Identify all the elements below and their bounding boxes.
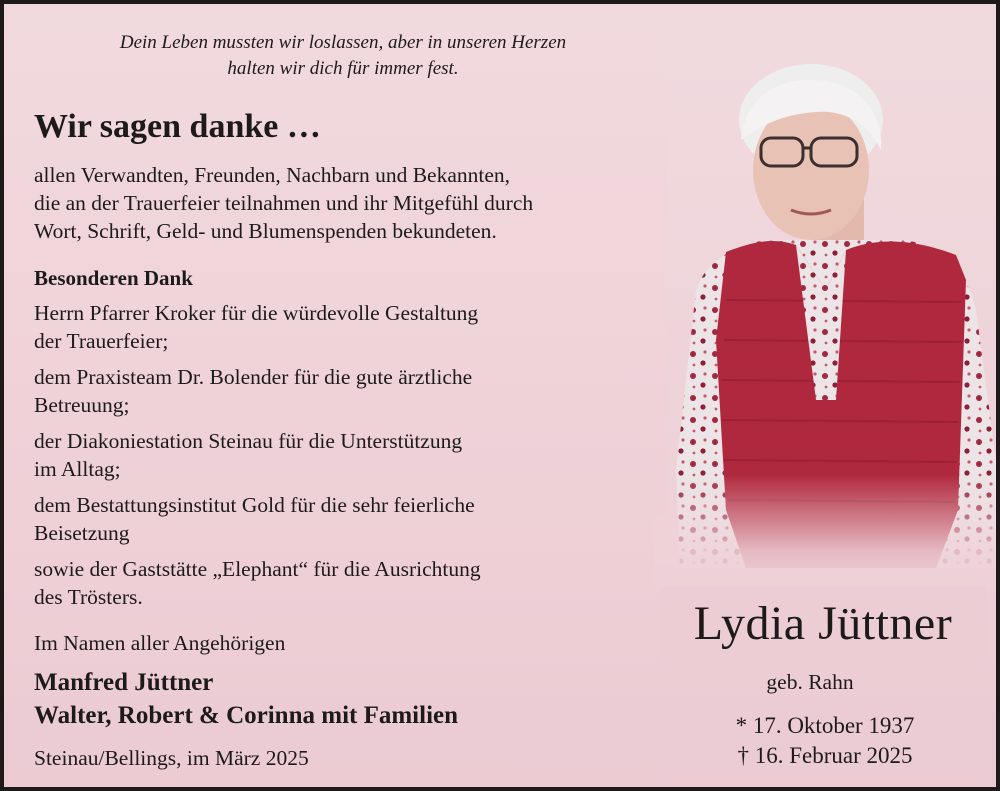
intro-line: Wort, Schrift, Geld- und Blumenspenden bekundeten.: [34, 219, 497, 243]
thanks-item: [34, 363, 634, 419]
thanks-item-line: des Trösters.: [34, 585, 143, 609]
thanks-item-line: Beisetzung: [34, 521, 130, 545]
thanks-item: [34, 299, 634, 355]
motto-line-1: Dein Leben mussten wir loslassen, aber in unseren Herzen: [119, 32, 567, 53]
special-thanks-title: Besonderen Dank: [34, 266, 193, 290]
intro-line: allen Verwandten, Freunden, Nachbarn und Bekannten,: [34, 163, 511, 187]
thanks-item: [34, 491, 634, 547]
on-behalf-text: Im Namen aller Angehörigen: [34, 631, 286, 655]
thanks-heading: Wir sagen danke …: [34, 108, 321, 145]
thanks-item-line: dem Bestattungsinstitut Gold für die sehr feierliche: [34, 493, 475, 517]
death-date: † 16. Februar 2025: [737, 743, 913, 768]
life-dates: [660, 711, 990, 771]
thanks-item-line: der Trauerfeier;: [34, 329, 169, 353]
thanks-item-line: im Alltag;: [34, 457, 121, 481]
motto: [34, 30, 652, 82]
thanks-item: [34, 555, 634, 611]
motto-line-2: halten wir dich für immer fest.: [227, 58, 459, 79]
intro-line: die an der Trauerfeier teilnahmen und ihr Mitgefühl durch: [34, 191, 534, 215]
family-name-line: Walter, Robert & Corinna mit Familien: [34, 702, 459, 729]
thanks-item: [34, 427, 634, 483]
place-date: Steinau/Bellings, im März 2025: [34, 746, 309, 770]
thanks-item-line: sowie der Gaststätte „Elephant“ für die Ausrichtung: [34, 557, 481, 581]
family-names: [34, 666, 458, 732]
family-name-line: Manfred Jüttner: [34, 669, 214, 696]
thanks-item-line: dem Praxisteam Dr. Bolender für die gute ärztliche: [34, 365, 473, 389]
thanks-item-line: der Diakoniestation Steinau für die Unterstützung: [34, 429, 463, 453]
photo-fade: [654, 474, 1000, 584]
special-thanks-list: [34, 299, 634, 619]
thanks-item-line: Herrn Pfarrer Kroker für die würdevolle Gestaltung: [34, 301, 479, 325]
maiden-name: geb. Rahn: [766, 670, 854, 694]
thanks-item-line: Betreuung;: [34, 393, 130, 417]
birth-date: * 17. Oktober 1937: [735, 713, 915, 738]
intro-text: [34, 161, 654, 245]
deceased-name: Lydia Jüttner: [693, 597, 953, 650]
